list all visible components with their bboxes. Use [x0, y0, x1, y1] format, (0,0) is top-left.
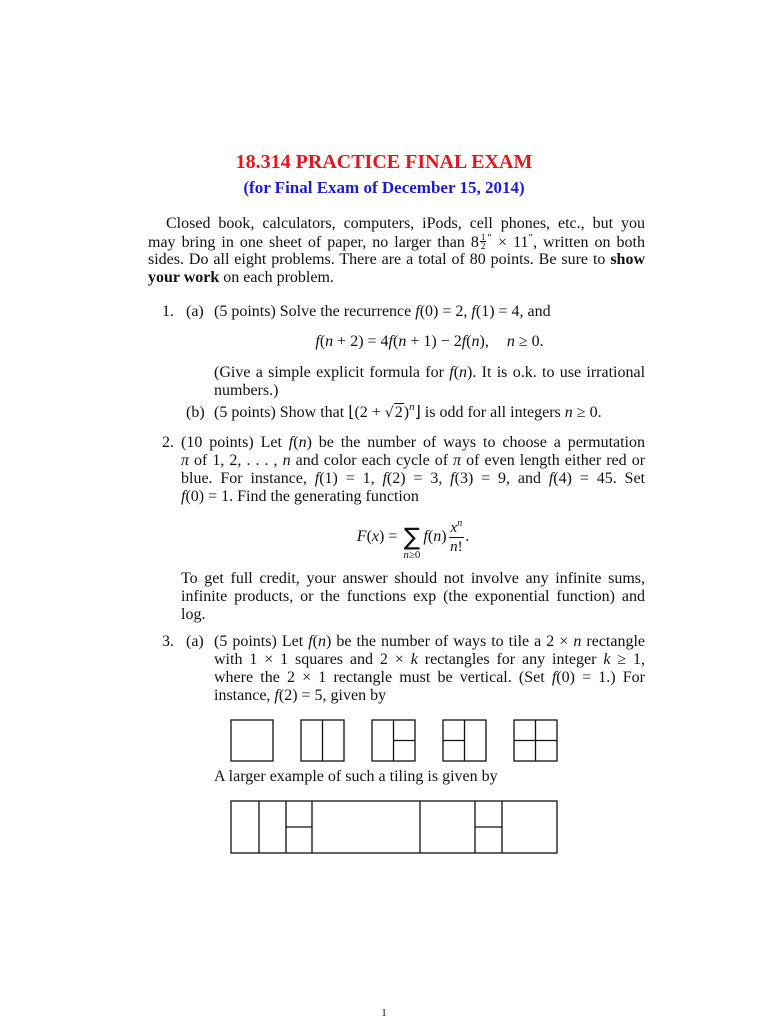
math-variable: x [371, 528, 380, 545]
problem-text-line [181, 434, 645, 452]
text-segment: ( [466, 333, 472, 350]
tiling-large-example [231, 801, 557, 853]
math-variable: f [551, 669, 557, 686]
text-segment: blue. For instance, [181, 470, 315, 487]
instructions-line: Closed book, calculators, computers, iPods, cell phones, etc., but you [166, 215, 645, 232]
problem-text-line: infinite products, or the functions exp (the exponential function) and [181, 588, 645, 605]
text-segment: of even length either red or [461, 452, 646, 469]
inch-mark: ″ [487, 232, 493, 244]
text-segment: on each problem. [219, 269, 334, 286]
problem-text-line [214, 687, 386, 705]
math-variable: f [471, 303, 476, 320]
part-label: (a) [186, 633, 204, 650]
display-equation [214, 333, 645, 351]
text-segment: (Give a simple explicit formula for [214, 364, 450, 381]
text-segment: . [465, 528, 470, 545]
math-variable: n [459, 364, 468, 381]
text-segment: ≥ 0. [514, 333, 544, 350]
text-segment: instance, [214, 687, 275, 704]
math-variable: f [388, 333, 393, 350]
math-variable: n [506, 333, 515, 350]
text-segment: (2) = 5, given by [278, 687, 387, 704]
math-variable: f [274, 687, 279, 704]
text-segment: ) be the number of ways to tile a 2 × [325, 633, 574, 650]
summation [403, 512, 420, 562]
math-variable: n [573, 633, 582, 650]
math-variable: f [461, 333, 467, 350]
text-segment: ( [319, 333, 326, 350]
text-segment: ). It is o.k. to use irrational [467, 364, 646, 381]
math-variable: x [450, 519, 458, 536]
text-segment: ( [453, 364, 460, 381]
text-segment: (1) = 1, [319, 470, 383, 487]
part-label: (b) [186, 404, 205, 421]
math-variable: π [453, 452, 462, 469]
text-segment: + 2) = 4 [333, 333, 389, 350]
exam-subtitle: (for Final Exam of December 15, 2014) [243, 178, 525, 197]
math-variable: k [603, 651, 611, 668]
square-root-sign: √ [384, 405, 394, 421]
math-variable: f [181, 488, 186, 505]
text-segment: ( [393, 333, 399, 350]
bold-emphasis: your work [148, 269, 220, 286]
problem-number: 3. [162, 633, 174, 650]
math-variable: n [403, 549, 409, 562]
math-variable: n [282, 452, 291, 469]
part-label: (a) [186, 303, 204, 320]
math-variable: n [450, 538, 458, 555]
text-segment: (5 points) Let [214, 633, 309, 650]
text-segment: and color each cycle of [290, 452, 454, 469]
math-variable: n [317, 633, 326, 650]
problem-text-line [214, 633, 645, 651]
problem-text-line [214, 364, 645, 382]
fraction-denominator: 2 [480, 241, 486, 251]
page-number: 1 [381, 1007, 387, 1019]
text-segment: ) be the number of ways to choose a permutation [306, 434, 646, 451]
fraction-numerator [449, 519, 465, 538]
math-variable: f [315, 333, 320, 350]
radicand: 2 [394, 404, 403, 421]
math-variable: f [415, 303, 420, 320]
problem-number: 2. [162, 434, 174, 451]
math-variable: f [449, 364, 454, 381]
text-segment: , written on both [533, 234, 646, 251]
text-segment: ) = [379, 528, 402, 545]
math-variable: n [433, 528, 442, 545]
math-variable: F [356, 528, 367, 545]
instructions-line [148, 269, 334, 287]
fraction-denominator [449, 538, 465, 556]
problem-text-line: A larger example of such a tiling is given by [214, 768, 498, 785]
instructions-line [148, 251, 645, 269]
text-segment: (1) = 4, and [475, 303, 551, 320]
math-variable: n [564, 404, 573, 421]
text-segment: × 11 [492, 234, 529, 251]
text-segment: ), [479, 333, 489, 350]
text-segment: ≥ 0. [572, 404, 602, 421]
math-variable: n [398, 333, 407, 350]
math-variable: f [548, 470, 554, 487]
fraction [449, 519, 465, 556]
math-variable: f [308, 633, 313, 650]
problem-text-line [214, 401, 602, 422]
text-segment: of 1, 2, . . . , [189, 452, 283, 469]
instructions-line [148, 233, 645, 251]
problem-text-line [181, 488, 419, 506]
text-segment: (4) = 45. Set [553, 470, 645, 487]
text-segment: (5 points) Solve the recurrence [214, 303, 416, 320]
text-segment: (3) = 9, and [454, 470, 549, 487]
math-variable: f [423, 528, 428, 545]
math-variable: n [298, 434, 307, 451]
text-segment: may bring in one sheet of paper, no larger than 8 [148, 234, 479, 251]
text-segment: ! [457, 538, 463, 555]
math-variable: n [471, 333, 480, 350]
math-variable: n [409, 401, 415, 413]
fraction-one-half [480, 233, 487, 250]
math-variable: f [450, 470, 455, 487]
tiling-diagrams [225, 715, 565, 860]
problem-number: 1. [162, 303, 174, 320]
text-segment: with 1 × 1 squares and 2 × [214, 651, 411, 668]
text-segment: (0) = 1.) For [556, 669, 646, 686]
display-equation [181, 512, 645, 562]
exponent [457, 518, 462, 529]
text-segment: ( [427, 528, 434, 545]
text-segment: + 1) − 2 [406, 333, 462, 350]
math-variable: f [314, 470, 320, 487]
tiling-examples-2x2 [231, 720, 557, 761]
math-variable: f [288, 434, 294, 451]
math-variable: f [382, 470, 387, 487]
text-segment: ) [403, 404, 410, 421]
math-variable: k [410, 651, 418, 668]
problem-text-line [214, 651, 645, 669]
problem-text-line [214, 303, 551, 321]
summation-index [403, 549, 420, 562]
text-segment: rectangle [581, 633, 646, 650]
text-segment: ≥0 [408, 549, 421, 562]
text-segment: ( [312, 633, 318, 650]
problem-text-line: numbers.) [214, 382, 279, 399]
sigma-symbol: ∑ [403, 523, 420, 552]
problem-text-line: log. [181, 606, 206, 623]
text-segment: (10 points) Let [181, 434, 289, 451]
problem-text-line [181, 452, 645, 470]
inch-mark: ″ [528, 232, 534, 244]
text-segment: ( [366, 528, 372, 545]
problem-text-line [214, 669, 645, 687]
math-variable: n [457, 517, 463, 529]
text-segment: sides. Do all eight problems. There are a total of 80 points. Be sure to [148, 251, 611, 268]
problem-text-line [181, 470, 645, 488]
text-segment: ⌋ is odd for all integers [414, 404, 565, 421]
text-segment: ≥ 1, [610, 651, 646, 668]
text-segment: (0) = 2, [419, 303, 472, 320]
text-segment: ( [293, 434, 299, 451]
text-segment: (2) = 3, [386, 470, 451, 487]
bold-emphasis: show [610, 251, 645, 268]
problem-text-line: To get full credit, your answer should not involve any infinite sums, [181, 570, 645, 587]
exam-title: 18.314 PRACTICE FINAL EXAM [235, 151, 533, 173]
text-segment: where the 2 × 1 rectangle must be vertical. (Set [214, 669, 552, 686]
math-variable: π [181, 452, 190, 469]
fraction-numerator: 1 [480, 232, 486, 242]
text-segment: (5 points) Show that ⌊(2 + [214, 404, 385, 421]
text-segment: ) [441, 528, 447, 545]
tiling-large-outline [231, 801, 557, 853]
tiling-example-1 [231, 720, 273, 761]
math-variable: n [325, 333, 334, 350]
text-segment: (0) = 1. Find the generating function [185, 488, 419, 505]
text-segment: rectangles for any integer [417, 651, 604, 668]
